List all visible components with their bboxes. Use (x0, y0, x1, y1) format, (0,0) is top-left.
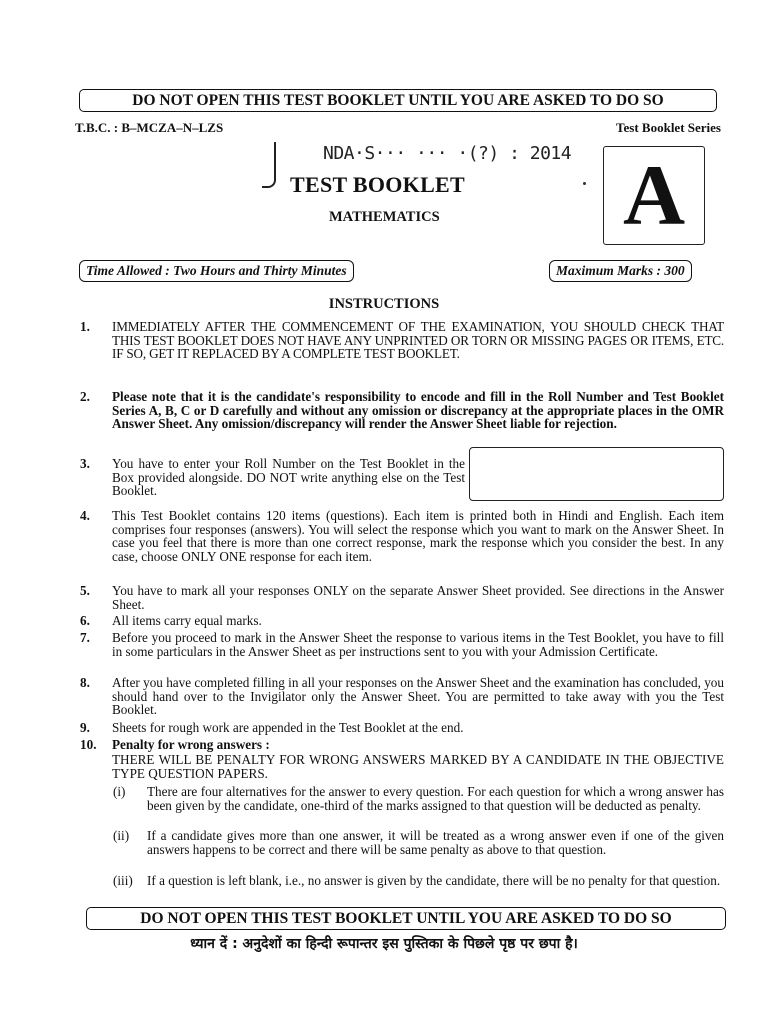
bracket-mark (262, 142, 276, 188)
time-allowed: Time Allowed : Two Hours and Thirty Minutes (79, 260, 354, 282)
max-marks: Maximum Marks : 300 (549, 260, 692, 282)
warning-banner-bottom: DO NOT OPEN THIS TEST BOOKLET UNTIL YOU ARE ASKED TO DO SO (86, 907, 726, 930)
item-text: Sheets for rough work are appended in the Test Booklet at the end. (112, 720, 464, 735)
item-text: IMMEDIATELY AFTER THE COMMENCEMENT OF THE EXAMINATION, YOU SHOULD CHECK THAT THIS TEST BOOKLET DOES NOT HAVE ANY UNPRINTED OR TORN OR MISSING PAGES OR ITEMS, ETC. IF SO, GET IT REPLACED BY A COMPLETE TEST BOOKLET. (112, 319, 724, 362)
penalty-intro (80, 753, 724, 780)
item-text: This Test Booklet contains 120 items (questions). Each item is printed both in Hindi and English. Each item comprises four responses (answers). You will select the response which you want to mark on the Answer Sheet. In case you feel that there is more than one correct response, mark the response which you consider the best. In any case, choose ONLY ONE response for each item. (112, 508, 724, 564)
tbc-code: T.B.C. : B–MCZA–N–LZS (75, 120, 224, 135)
item-number: 10. (80, 737, 97, 752)
warning-banner-top: DO NOT OPEN THIS TEST BOOKLET UNTIL YOU ARE ASKED TO DO SO (79, 89, 717, 112)
instruction-item-5 (80, 584, 724, 611)
exam-stamp: NDA·S··· ··· ·(?) : 2014 (323, 143, 572, 164)
item-number: 8. (80, 675, 90, 690)
subject-name: MATHEMATICS (329, 209, 440, 225)
penalty-intro-text: THERE WILL BE PENALTY FOR WRONG ANSWERS MARKED BY A CANDIDATE IN THE OBJECTIVE TYPE QUESTION PAPERS. (112, 752, 724, 781)
series-label: Test Booklet Series (616, 120, 721, 135)
instruction-item-3 (80, 457, 465, 498)
item-number: 7. (80, 630, 90, 645)
item-number: 4. (80, 508, 90, 523)
item-text: Before you proceed to mark in the Answer Sheet the response to various items in the Test Booklet, you have to fill in some particulars in the Answer Sheet as per instructions sent to you with your Admission Certificate. (112, 630, 724, 659)
penalty-item-ii (113, 829, 724, 856)
ink-dot (583, 182, 586, 185)
instruction-item-2 (80, 390, 724, 431)
item-text: Penalty for wrong answers : (112, 737, 270, 752)
item-number: 6. (80, 613, 90, 628)
sub-item-text: If a candidate gives more than one answer, it will be treated as a wrong answer even if one of the given answers happens to be correct and there will be same penalty as above to that question. (147, 828, 724, 857)
item-text: Please note that it is the candidate's responsibility to encode and fill in the Roll Number and Test Booklet Series A, B, C or D carefully and without any omission or discrepancy at the appropriate places in the OMR Answer Sheet. Any omission/discrepancy will render the Answer Sheet liable for rejection. (112, 389, 724, 432)
item-text: After you have completed filling in all your responses on the Answer Sheet and the examination has concluded, you should hand over to the Invigilator only the Answer Sheet. You are permitted to take away with you the Test Booklet. (112, 675, 724, 718)
sub-item-text: If a question is left blank, i.e., no answer is given by the candidate, there will be no penalty for that question. (147, 873, 721, 888)
series-letter-box: A (603, 146, 705, 245)
sub-item-text: There are four alternatives for the answer to every question. For each question for which a wrong answer has been given by the candidate, one-third of the marks assigned to that question will be deducted as penalty. (147, 784, 724, 813)
item-text: All items carry equal marks. (112, 613, 262, 628)
sub-item-number: (ii) (113, 828, 130, 843)
penalty-item-iii (113, 874, 724, 888)
item-number: 9. (80, 720, 90, 735)
sub-item-number: (iii) (113, 873, 133, 888)
instruction-item-1 (80, 320, 724, 361)
instruction-item-7 (80, 631, 724, 658)
instruction-item-8 (80, 676, 724, 717)
hindi-note: ध्यान दें : अनुदेशों का हिन्दी रूपान्तर इस पुस्तिका के पिछले पृष्ठ पर छपा है। (190, 936, 578, 952)
sub-item-number: (i) (113, 784, 126, 799)
item-text: You have to mark all your responses ONLY on the separate Answer Sheet provided. See directions in the Answer Sheet. (112, 583, 724, 612)
item-number: 1. (80, 319, 90, 334)
instructions-heading: INSTRUCTIONS (328, 296, 440, 312)
item-text: You have to enter your Roll Number on the Test Booklet in the Box provided alongside. DO NOT write anything else on the Test Booklet. (112, 456, 465, 499)
penalty-item-i (113, 785, 724, 812)
item-number: 2. (80, 389, 90, 404)
instruction-item-9 (80, 721, 724, 735)
booklet-title: TEST BOOKLET (290, 172, 465, 197)
roll-number-box[interactable] (469, 447, 724, 501)
instruction-item-10 (80, 738, 724, 752)
item-number: 3. (80, 456, 90, 471)
instruction-item-6 (80, 614, 724, 628)
item-number: 5. (80, 583, 90, 598)
instruction-item-4 (80, 509, 724, 563)
